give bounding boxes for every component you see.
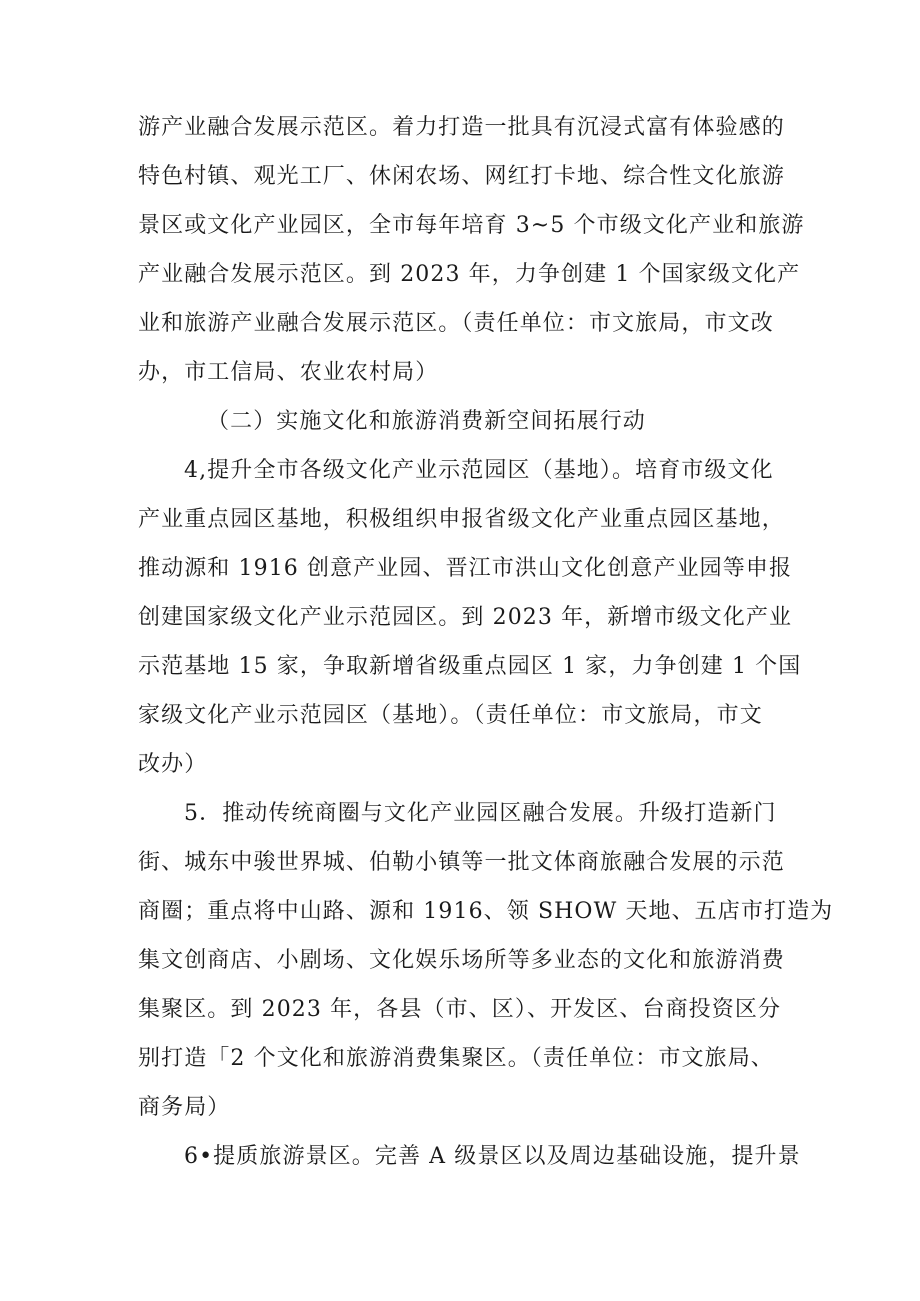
section-heading: （二）实施文化和旅游消费新空间拓展行动 [207,409,646,434]
paragraph-line: 街、城东中骏世界城、伯勒小镇等一批文体商旅融合发展的示范 [138,850,785,875]
paragraph-line: 集文创商店、小剧场、文化娱乐场所等多业态的文化和旅游消费 [138,948,785,973]
paragraph-line: 改办） [138,752,208,777]
paragraph-line: 5．推动传统商圈与文化产业园区融合发展。升级打造新门 [184,801,777,826]
paragraph-line: 示范基地 15 家，争取新增省级重点园区 1 家，力争创建 1 个国 [138,654,802,679]
paragraph-line: 集聚区。到 2023 年，各县（市、区）、开发区、台商投资区分 [138,997,782,1022]
paragraph-line: 别打造「2 个文化和旅游消费集聚区。（责任单位：市文旅局、 [138,1046,774,1071]
paragraph-line: 产业重点园区基地，积极组织申报省级文化产业重点园区基地， [138,507,785,532]
paragraph-line: 景区或文化产业园区，全市每年培育 3~5 个市级文化产业和旅游 [138,213,805,238]
paragraph-line: 家级文化产业示范园区（基地）。（责任单位：市文旅局，市文 [138,703,763,728]
paragraph-line: 产业融合发展示范区。到 2023 年，力争创建 1 个国家级文化产 [138,262,801,287]
paragraph-line: 创建国家级文化产业示范园区。到 2023 年，新增市级文化产业 [138,605,793,630]
paragraph-line: 办，市工信局、农业农村局） [138,360,439,385]
paragraph-line: 6•提质旅游景区。完善 A 级景区以及周边基础设施，提升景 [184,1144,801,1169]
paragraph-line: 商务局） [138,1095,231,1120]
paragraph-line: 商圈；重点将中山路、源和 1916、领 SHOW 天地、五店市打造为 [138,899,834,924]
paragraph-line: 业和旅游产业融合发展示范区。（责任单位：市文旅局，市文改 [138,311,774,336]
paragraph-line: 推动源和 1916 创意产业园、晋江市洪山文化创意产业园等申报 [138,556,793,581]
paragraph-line: 4,提升全市各级文化产业示范园区（基地）。培育市级文化 [184,458,774,483]
paragraph-line: 特色村镇、观光工厂、休闲农场、网红打卡地、综合性文化旅游 [138,164,785,189]
paragraph-line: 游产业融合发展示范区。着力打造一批具有沉浸式富有体验感的 [138,115,785,140]
